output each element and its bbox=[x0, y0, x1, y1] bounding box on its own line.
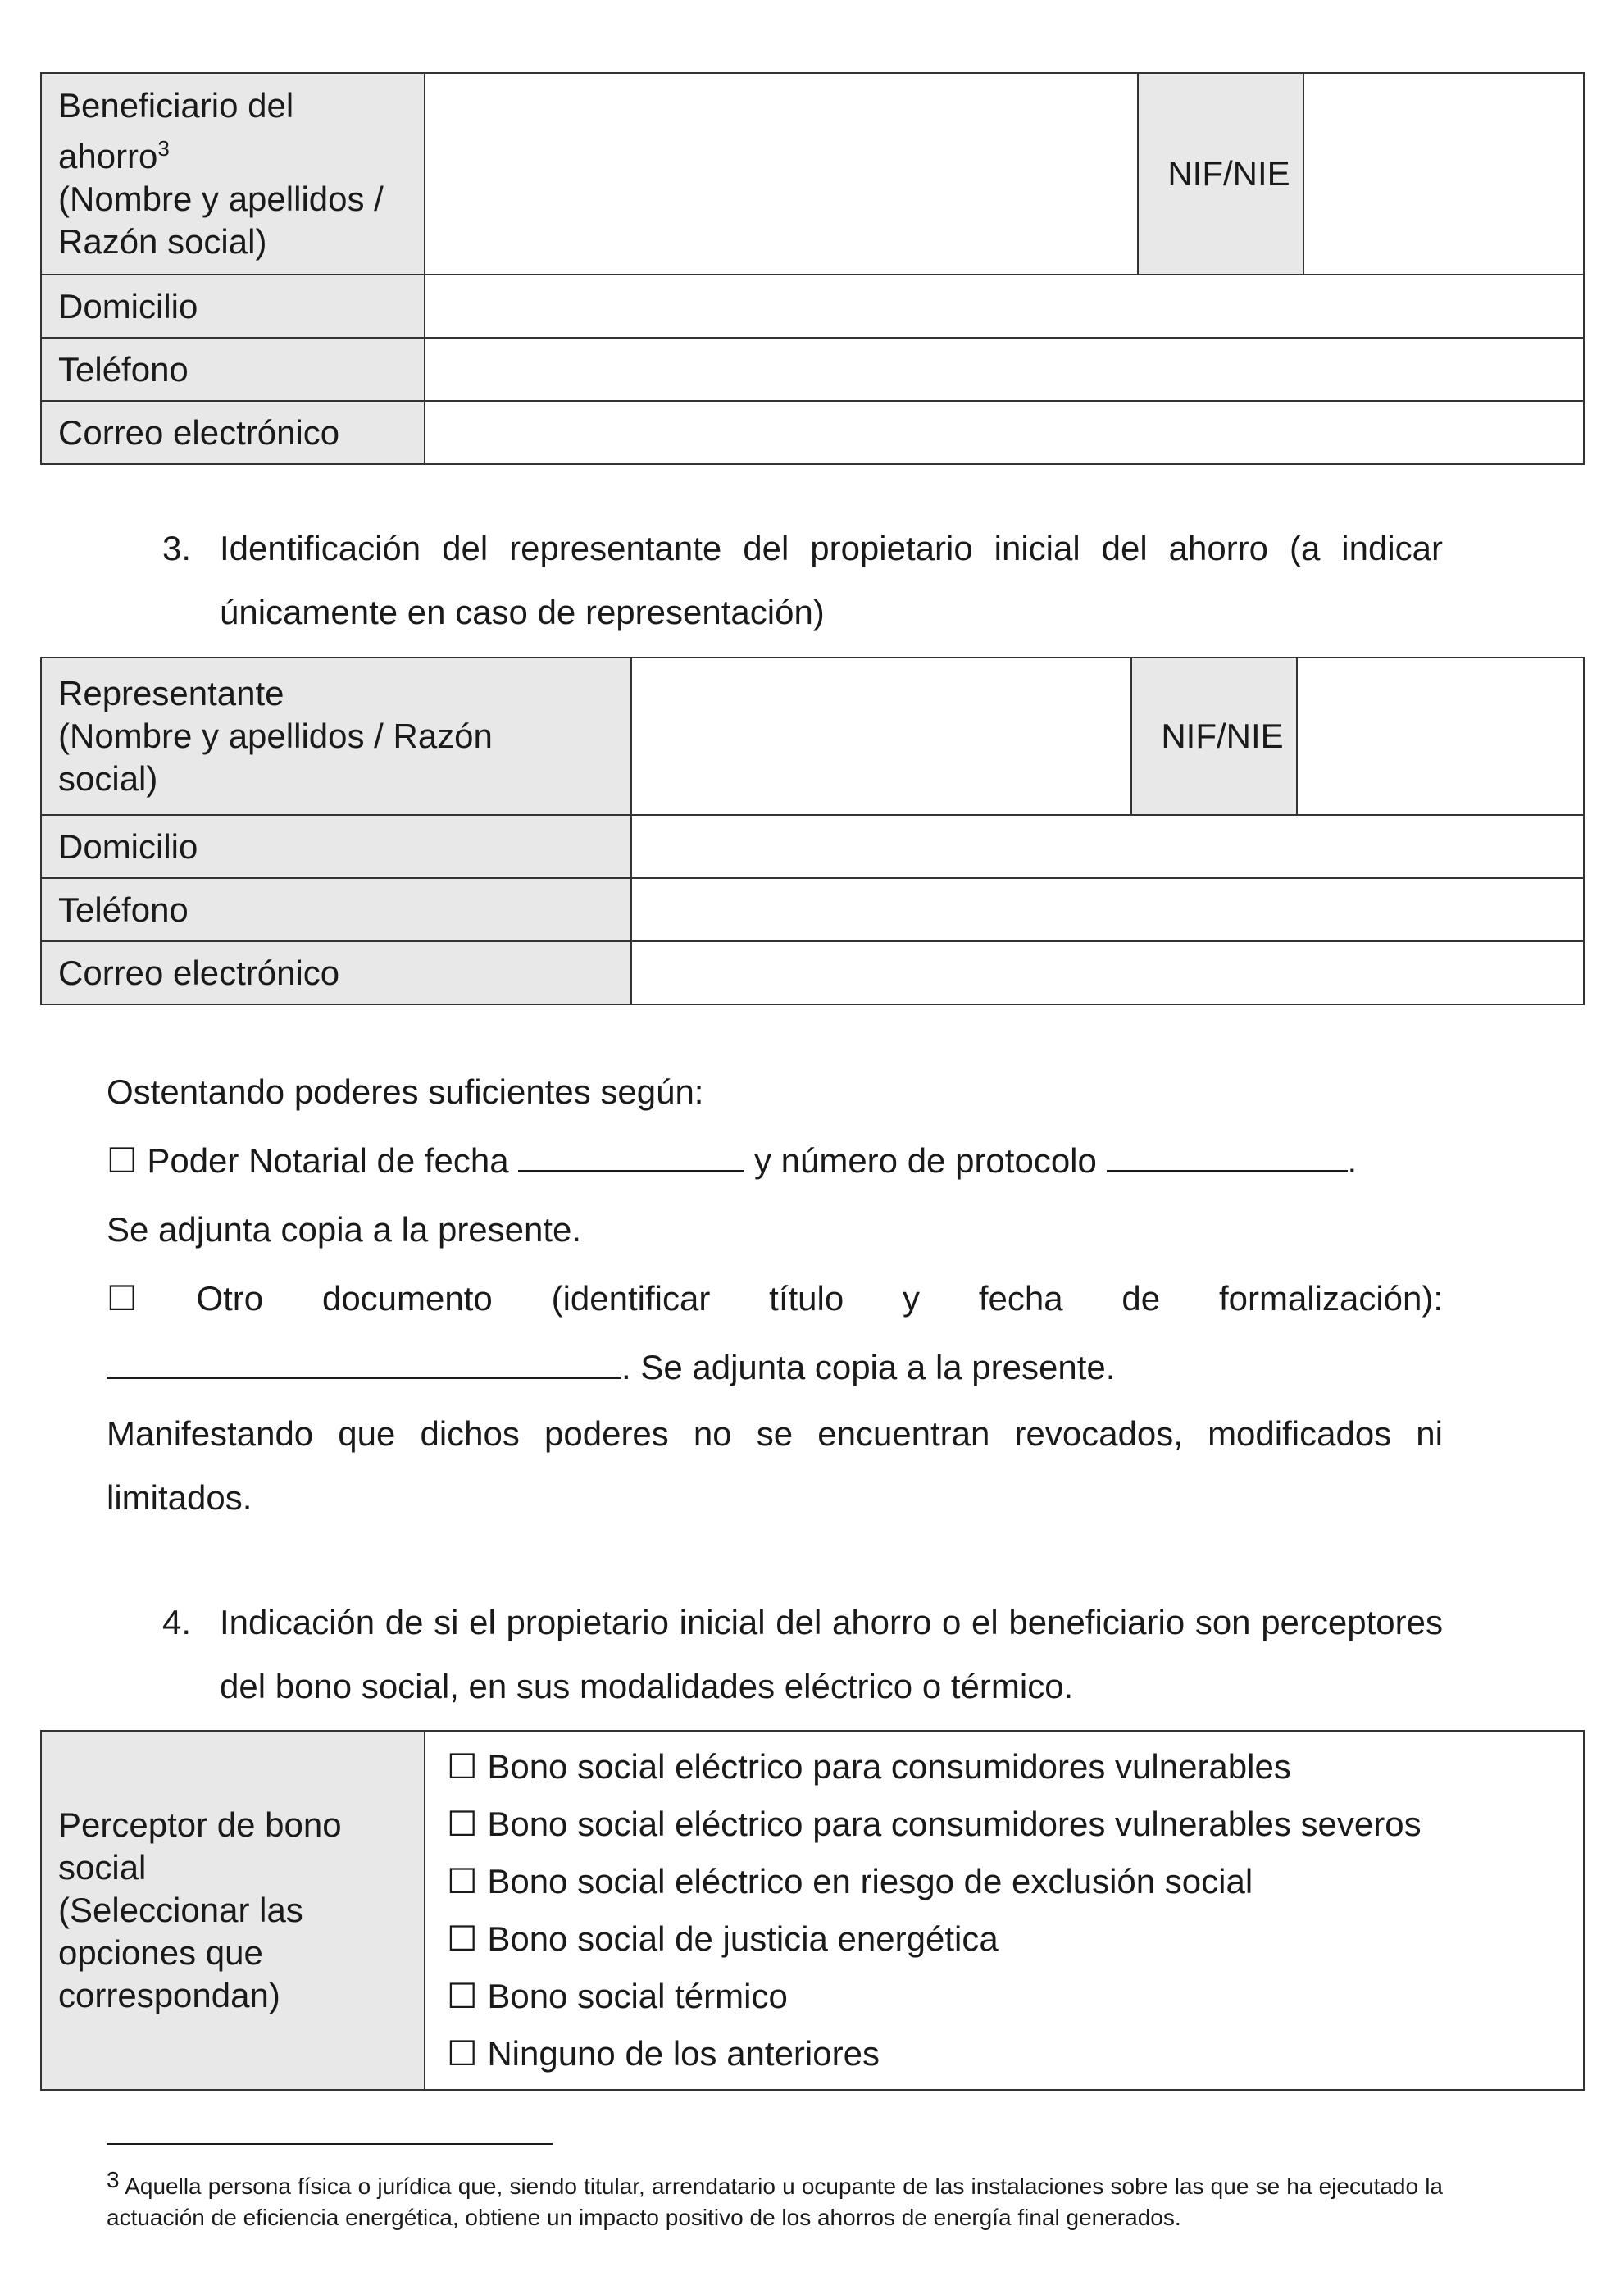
other-document-word: título bbox=[769, 1279, 844, 1318]
bono-social-label-title: Perceptor de bono social bbox=[58, 1805, 342, 1887]
powers-section bbox=[107, 1058, 1443, 1530]
bono-social-label-hint: (Seleccionar las opciones que correspondan) bbox=[58, 1891, 303, 2014]
beneficiary-name-field[interactable] bbox=[425, 73, 1138, 275]
bono-option-ninguno[interactable]: ☐ Ninguno de los anteriores bbox=[447, 2034, 880, 2073]
representative-table bbox=[40, 657, 1585, 1005]
footnote bbox=[107, 2167, 1443, 2233]
notarial-power-checkbox[interactable]: ☐ bbox=[107, 1141, 138, 1180]
notarial-protocol-blank[interactable] bbox=[1107, 1140, 1348, 1172]
section-3-number: 3. bbox=[162, 529, 192, 567]
beneficiary-label-hint: (Nombre y apellidos / Razón social) bbox=[58, 180, 384, 261]
bono-social-table bbox=[40, 1730, 1585, 2091]
notarial-power-line bbox=[107, 1127, 1443, 1195]
other-document-fill-line bbox=[107, 1333, 1443, 1402]
representative-phone-field[interactable] bbox=[631, 878, 1584, 941]
beneficiary-address-field[interactable] bbox=[425, 275, 1584, 338]
footnote-text: Aquella persona física o jurídica que, siendo titular, arrendatario u ocupante de las instalaciones sobre las que se ha ejecutado la actuación de eficiencia energética, obtiene un impacto positivo de los ahorros de energía final generados. bbox=[107, 2174, 1443, 2230]
bono-option-exclusion-social[interactable]: ☐ Bono social eléctrico en riesgo de exclusión social bbox=[447, 1862, 1253, 1900]
bono-social-label bbox=[41, 1731, 425, 2090]
representative-email-field[interactable] bbox=[631, 941, 1584, 1004]
representative-address-label: Domicilio bbox=[41, 815, 631, 878]
other-document-word: Otro bbox=[196, 1279, 264, 1318]
powers-declaration: Manifestando que dichos poderes no se encuentran revocados, modificados ni limitados. bbox=[107, 1414, 1443, 1517]
representative-address-field[interactable] bbox=[631, 815, 1584, 878]
bono-social-options bbox=[447, 1738, 1583, 2083]
notarial-date-blank[interactable] bbox=[518, 1140, 744, 1172]
representative-name-field[interactable] bbox=[631, 658, 1131, 815]
notarial-attach-text: Se adjunta copia a la presente. bbox=[107, 1210, 582, 1249]
notarial-end-dot: . bbox=[1347, 1141, 1358, 1180]
other-document-word: (identificar bbox=[551, 1279, 711, 1318]
beneficiary-nif-field[interactable] bbox=[1303, 73, 1584, 275]
bono-option-termico[interactable]: ☐ Bono social térmico bbox=[447, 1977, 788, 2015]
other-document-attach-text: . Se adjunta copia a la presente. bbox=[621, 1348, 1116, 1386]
other-document-word: documento bbox=[321, 1279, 493, 1318]
beneficiary-table bbox=[40, 72, 1585, 465]
notarial-protocol-label: y número de protocolo bbox=[753, 1141, 1097, 1180]
representative-nif-label: NIF/NIE bbox=[1131, 658, 1297, 815]
representative-phone-label: Teléfono bbox=[41, 878, 631, 941]
representative-email-label: Correo electrónico bbox=[41, 941, 631, 1004]
powers-intro: Ostentando poderes suficientes según: bbox=[107, 1072, 704, 1111]
beneficiary-nif-label: NIF/NIE bbox=[1138, 73, 1303, 275]
other-document-line bbox=[107, 1264, 1443, 1333]
beneficiary-address-label: Domicilio bbox=[41, 275, 425, 338]
representative-nif-field[interactable] bbox=[1297, 658, 1584, 815]
section-4-title: Indicación de si el propietario inicial del ahorro o el beneficiario son perceptores del bono social, en sus modalidades eléctrico o térmico. bbox=[220, 1603, 1443, 1705]
footnote-marker: 3 bbox=[107, 2167, 120, 2192]
bono-social-options-cell bbox=[425, 1731, 1584, 2090]
other-document-word: formalización): bbox=[1218, 1279, 1444, 1318]
section-4-number: 4. bbox=[162, 1603, 192, 1641]
beneficiary-label-title: Beneficiario del ahorro bbox=[58, 86, 294, 175]
section-3-heading bbox=[162, 517, 1443, 648]
other-document-checkbox[interactable]: ☐ bbox=[107, 1279, 138, 1318]
other-document-word: de bbox=[1121, 1279, 1161, 1318]
beneficiary-label bbox=[41, 73, 425, 275]
section-4-heading bbox=[162, 1591, 1443, 1722]
bono-option-vulnerables-severos[interactable]: ☐ Bono social eléctrico para consumidores vulnerables severos bbox=[447, 1805, 1422, 1843]
footnote-separator bbox=[107, 2143, 553, 2145]
representative-label-title: Representante bbox=[58, 674, 284, 712]
representative-label-hint: (Nombre y apellidos / Razón social) bbox=[58, 717, 493, 798]
bono-option-justicia-energetica[interactable]: ☐ Bono social de justicia energética bbox=[447, 1919, 999, 1958]
beneficiary-email-field[interactable] bbox=[425, 401, 1584, 464]
representative-label bbox=[41, 658, 631, 815]
notarial-power-label: Poder Notarial de fecha bbox=[147, 1141, 509, 1180]
beneficiary-email-label: Correo electrónico bbox=[41, 401, 425, 464]
other-document-word: fecha bbox=[978, 1279, 1063, 1318]
other-document-word: y bbox=[903, 1279, 921, 1318]
footnote-ref: 3 bbox=[157, 136, 170, 161]
bono-option-vulnerables[interactable]: ☐ Bono social eléctrico para consumidores vulnerables bbox=[447, 1747, 1291, 1786]
other-document-blank[interactable] bbox=[107, 1347, 621, 1379]
beneficiary-phone-field[interactable] bbox=[425, 338, 1584, 401]
beneficiary-phone-label: Teléfono bbox=[41, 338, 425, 401]
section-3-title: Identificación del representante del propietario inicial del ahorro (a indicar únicamente en caso de representación) bbox=[220, 529, 1443, 631]
